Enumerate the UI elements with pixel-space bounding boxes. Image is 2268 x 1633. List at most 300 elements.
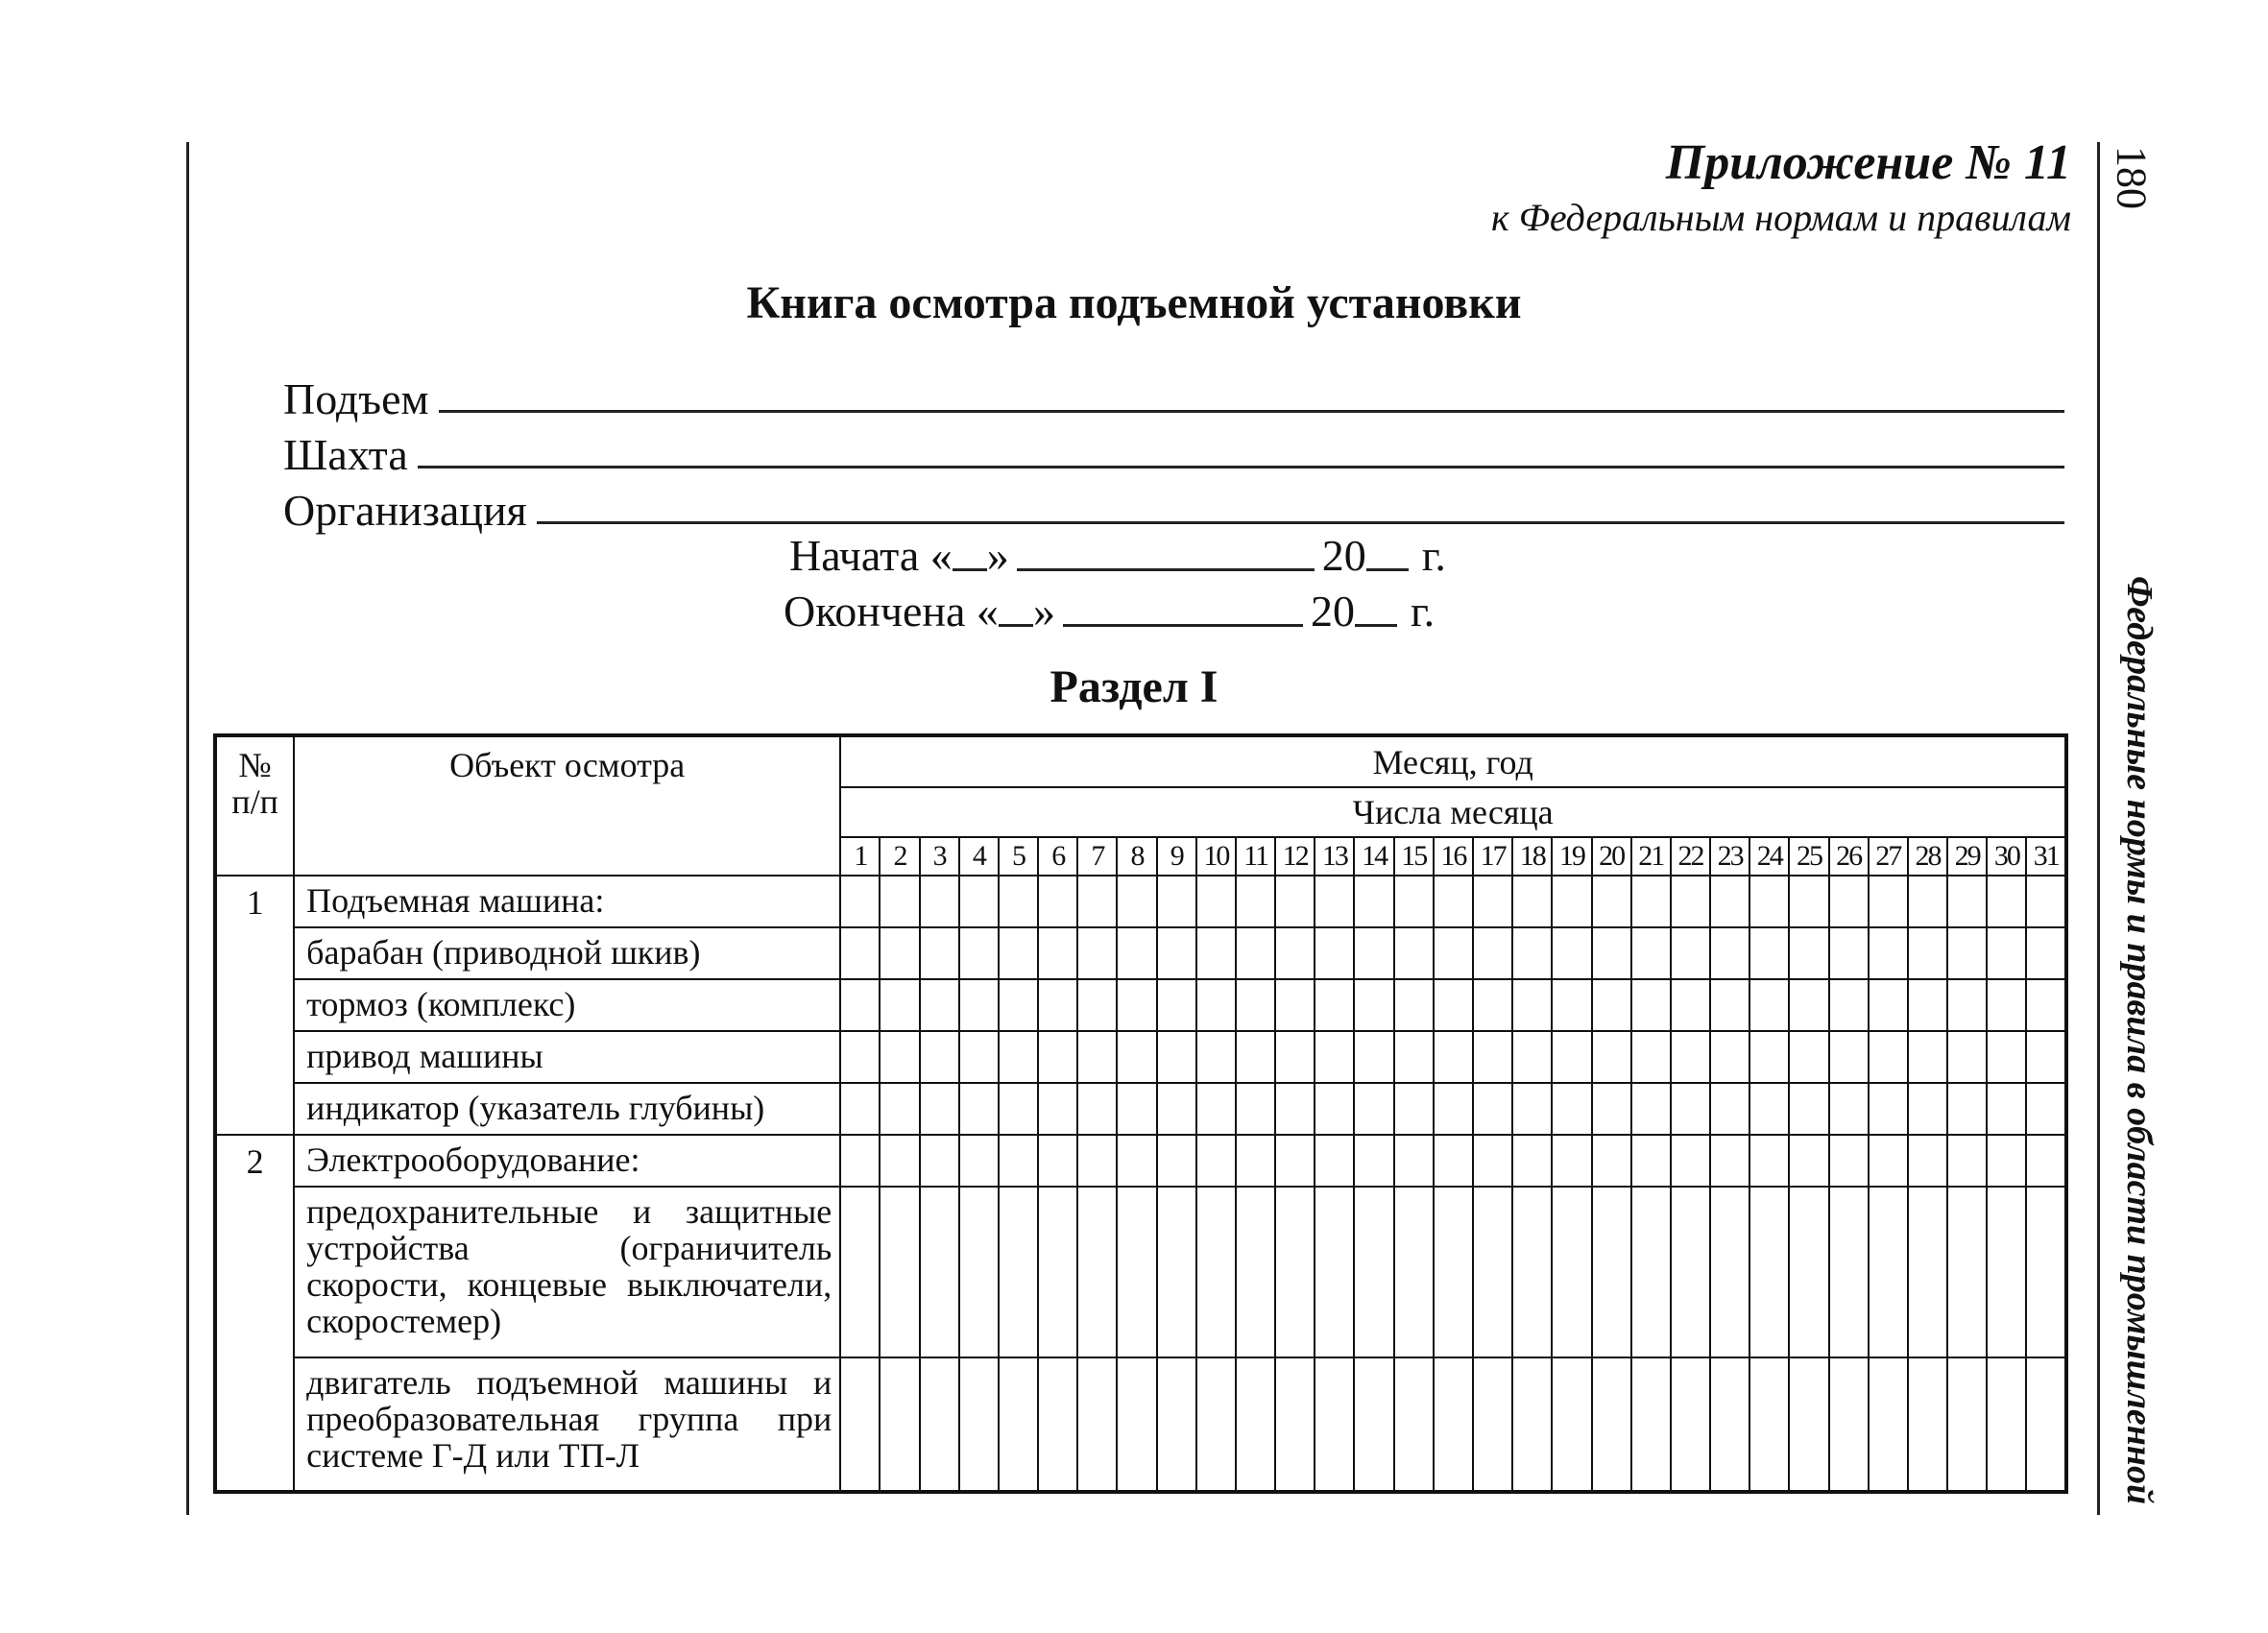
day-entry-cell[interactable] (1987, 1135, 2026, 1187)
day-entry-cell[interactable] (1631, 1187, 1671, 1357)
day-entry-cell[interactable] (1354, 1031, 1393, 1083)
day-entry-cell[interactable] (1869, 1031, 1908, 1083)
day-entry-cell[interactable] (1552, 1187, 1591, 1357)
object-cell: Подъемная машина: (294, 876, 840, 927)
day-entry-cell[interactable] (1117, 1031, 1156, 1083)
day-entry-cell[interactable] (1394, 1135, 1434, 1187)
day-entry-cell[interactable] (1908, 979, 1947, 1031)
day-entry-cell[interactable] (1789, 979, 1828, 1031)
day-entry-cell[interactable] (1947, 927, 1987, 979)
day-entry-cell[interactable] (1077, 1031, 1117, 1083)
day-entry-cell[interactable] (1789, 876, 1828, 927)
day-number-20: 20 (1592, 837, 1631, 876)
day-entry-cell[interactable] (1869, 1135, 1908, 1187)
day-entry-cell[interactable] (1038, 1357, 1077, 1492)
day-entry-cell[interactable] (1157, 1187, 1196, 1357)
day-entry-cell[interactable] (1038, 876, 1077, 927)
day-entry-cell[interactable] (1394, 1187, 1434, 1357)
day-entry-cell[interactable] (959, 1083, 999, 1135)
day-number-24: 24 (1749, 837, 1789, 876)
day-entry-cell[interactable] (1315, 1357, 1354, 1492)
day-entry-cell[interactable] (1038, 979, 1077, 1031)
day-entry-cell[interactable] (1908, 876, 1947, 927)
day-entry-cell[interactable] (1908, 1031, 1947, 1083)
day-entry-cell[interactable] (1275, 876, 1315, 927)
day-entry-cell[interactable] (1275, 1083, 1315, 1135)
day-entry-cell[interactable] (1236, 1357, 1275, 1492)
day-entry-cell[interactable] (2026, 1083, 2066, 1135)
day-entry-cell[interactable] (1749, 1187, 1789, 1357)
day-entry-cell[interactable] (1789, 1187, 1828, 1357)
day-entry-cell[interactable] (880, 1187, 919, 1357)
organization-blank[interactable] (537, 521, 2064, 524)
day-entry-cell[interactable] (1275, 1031, 1315, 1083)
day-number-16: 16 (1434, 837, 1473, 876)
object-cell: двигатель подъемной машины и преобразовательная группа при системе Г-Д или ТП-Л (294, 1357, 840, 1492)
day-entry-cell[interactable] (1947, 1357, 1987, 1492)
day-entry-cell[interactable] (1196, 927, 1236, 979)
day-entry-cell[interactable] (1908, 1187, 1947, 1357)
day-entry-cell[interactable] (840, 1083, 880, 1135)
day-entry-cell[interactable] (920, 1357, 959, 1492)
day-entry-cell[interactable] (999, 1031, 1038, 1083)
day-entry-cell[interactable] (1394, 1031, 1434, 1083)
day-entry-cell[interactable] (1908, 1083, 1947, 1135)
day-entry-cell[interactable] (880, 979, 919, 1031)
table-row (215, 1135, 2066, 1187)
day-entry-cell[interactable] (1473, 979, 1512, 1031)
lift-field (283, 367, 2064, 424)
day-entry-cell[interactable] (880, 1135, 919, 1187)
day-entry-cell[interactable] (1077, 1083, 1117, 1135)
day-entry-cell[interactable] (1157, 1357, 1196, 1492)
day-entry-cell[interactable] (1077, 1187, 1117, 1357)
day-entry-cell[interactable] (1829, 1357, 1869, 1492)
day-entry-cell[interactable] (1512, 927, 1552, 979)
day-entry-cell[interactable] (2026, 1187, 2066, 1357)
day-entry-cell[interactable] (1236, 927, 1275, 979)
day-entry-cell[interactable] (1552, 1357, 1591, 1492)
day-entry-cell[interactable] (1710, 1031, 1749, 1083)
day-entry-cell[interactable] (1789, 1357, 1828, 1492)
day-entry-cell[interactable] (1552, 876, 1591, 927)
day-entry-cell[interactable] (1157, 1135, 1196, 1187)
started-month-blank[interactable] (1017, 568, 1315, 571)
day-entry-cell[interactable] (1908, 927, 1947, 979)
day-entry-cell[interactable] (1987, 1357, 2026, 1492)
day-entry-cell[interactable] (1869, 979, 1908, 1031)
day-entry-cell[interactable] (1473, 1083, 1512, 1135)
day-entry-cell[interactable] (1947, 1135, 1987, 1187)
day-entry-cell[interactable] (1631, 1031, 1671, 1083)
day-entry-cell[interactable] (1947, 1031, 1987, 1083)
day-entry-cell[interactable] (1710, 876, 1749, 927)
mine-label: Шахта (283, 430, 408, 479)
started-year-prefix: 20 (1321, 531, 1366, 580)
day-entry-cell[interactable] (1512, 979, 1552, 1031)
day-entry-cell[interactable] (1038, 1187, 1077, 1357)
day-entry-cell[interactable] (1275, 1187, 1315, 1357)
day-entry-cell[interactable] (1631, 927, 1671, 979)
day-entry-cell[interactable] (1592, 1357, 1631, 1492)
day-entry-cell[interactable] (1512, 876, 1552, 927)
day-entry-cell[interactable] (1749, 1083, 1789, 1135)
day-entry-cell[interactable] (959, 927, 999, 979)
day-entry-cell[interactable] (1671, 1031, 1710, 1083)
day-number-3: 3 (920, 837, 959, 876)
lift-label: Подъем (283, 374, 429, 423)
day-entry-cell[interactable] (840, 1031, 880, 1083)
day-entry-cell[interactable] (1315, 1083, 1354, 1135)
day-entry-cell[interactable] (1394, 876, 1434, 927)
day-entry-cell[interactable] (1987, 979, 2026, 1031)
day-entry-cell[interactable] (1117, 979, 1156, 1031)
day-entry-cell[interactable] (1512, 1031, 1552, 1083)
day-entry-cell[interactable] (1947, 876, 1987, 927)
day-entry-cell[interactable] (1394, 927, 1434, 979)
day-entry-cell[interactable] (959, 876, 999, 927)
object-cell: индикатор (указатель глубины) (294, 1083, 840, 1135)
day-entry-cell[interactable] (1710, 1187, 1749, 1357)
day-entry-cell[interactable] (1275, 927, 1315, 979)
day-entry-cell[interactable] (1157, 1083, 1196, 1135)
day-entry-cell[interactable] (1196, 1187, 1236, 1357)
day-entry-cell[interactable] (1631, 1083, 1671, 1135)
day-entry-cell[interactable] (1473, 1135, 1512, 1187)
table-row (215, 1031, 2066, 1083)
day-entry-cell[interactable] (2026, 927, 2066, 979)
finished-suffix: » (1032, 587, 1055, 636)
table-row (215, 979, 2066, 1031)
inspection-table (213, 733, 2068, 1494)
day-number-15: 15 (1394, 837, 1434, 876)
day-entry-cell[interactable] (1829, 1187, 1869, 1357)
day-entry-cell[interactable] (1038, 1135, 1077, 1187)
day-entry-cell[interactable] (920, 927, 959, 979)
day-entry-cell[interactable] (2026, 876, 2066, 927)
day-entry-cell[interactable] (1077, 927, 1117, 979)
day-entry-cell[interactable] (920, 876, 959, 927)
day-entry-cell[interactable] (1077, 979, 1117, 1031)
day-entry-cell[interactable] (840, 1187, 880, 1357)
day-entry-cell[interactable] (1196, 979, 1236, 1031)
day-entry-cell[interactable] (959, 1357, 999, 1492)
day-entry-cell[interactable] (1315, 1187, 1354, 1357)
day-entry-cell[interactable] (1473, 1187, 1512, 1357)
day-entry-cell[interactable] (1434, 1135, 1473, 1187)
day-entry-cell[interactable] (1987, 1187, 2026, 1357)
day-entry-cell[interactable] (1434, 876, 1473, 927)
day-entry-cell[interactable] (1710, 1357, 1749, 1492)
day-entry-cell[interactable] (1236, 1135, 1275, 1187)
day-entry-cell[interactable] (1829, 1083, 1869, 1135)
appendix-subtitle: к Федеральным нормам и правилам (1491, 196, 2071, 239)
day-entry-cell[interactable] (1592, 1083, 1631, 1135)
day-entry-cell[interactable] (959, 1031, 999, 1083)
day-entry-cell[interactable] (1789, 927, 1828, 979)
day-entry-cell[interactable] (1236, 979, 1275, 1031)
finished-month-blank[interactable] (1063, 624, 1303, 627)
day-entry-cell[interactable] (1947, 979, 1987, 1031)
day-entry-cell[interactable] (1829, 927, 1869, 979)
day-entry-cell[interactable] (1196, 876, 1236, 927)
document-title: Книга осмотра подъемной установки (746, 277, 1522, 328)
day-entry-cell[interactable] (1987, 876, 2026, 927)
day-number-29: 29 (1947, 837, 1987, 876)
day-entry-cell[interactable] (1829, 979, 1869, 1031)
finished-prefix: Окончена « (784, 587, 999, 636)
day-entry-cell[interactable] (2026, 1031, 2066, 1083)
started-prefix: Начата « (789, 531, 953, 580)
day-entry-cell[interactable] (840, 876, 880, 927)
day-entry-cell[interactable] (1275, 1357, 1315, 1492)
day-entry-cell[interactable] (1671, 979, 1710, 1031)
day-number-18: 18 (1512, 837, 1552, 876)
day-entry-cell[interactable] (1354, 979, 1393, 1031)
day-entry-cell[interactable] (1512, 1083, 1552, 1135)
mine-blank[interactable] (418, 466, 2064, 468)
day-entry-cell[interactable] (999, 876, 1038, 927)
day-entry-cell[interactable] (1869, 1187, 1908, 1357)
day-entry-cell[interactable] (1987, 1031, 2026, 1083)
day-entry-cell[interactable] (1394, 1083, 1434, 1135)
day-entry-cell[interactable] (1869, 876, 1908, 927)
day-entry-cell[interactable] (1236, 1187, 1275, 1357)
day-entry-cell[interactable] (1434, 1187, 1473, 1357)
day-entry-cell[interactable] (999, 1083, 1038, 1135)
day-number-31: 31 (2026, 837, 2066, 876)
day-entry-cell[interactable] (1157, 979, 1196, 1031)
day-entry-cell[interactable] (1315, 979, 1354, 1031)
day-entry-cell[interactable] (880, 927, 919, 979)
day-entry-cell[interactable] (1552, 979, 1591, 1031)
day-entry-cell[interactable] (1789, 1135, 1828, 1187)
day-entry-cell[interactable] (1512, 1187, 1552, 1357)
day-entry-cell[interactable] (1196, 1357, 1236, 1492)
day-entry-cell[interactable] (1829, 876, 1869, 927)
object-cell: предохранительные и защитные устройства (ограничитель скорости, концевые выключатели, скоростемер) (294, 1187, 840, 1357)
day-entry-cell[interactable] (840, 927, 880, 979)
day-entry-cell[interactable] (1749, 1135, 1789, 1187)
day-entry-cell[interactable] (1987, 927, 2026, 979)
day-entry-cell[interactable] (1592, 876, 1631, 927)
day-entry-cell[interactable] (1434, 927, 1473, 979)
day-entry-cell[interactable] (1157, 876, 1196, 927)
day-entry-cell[interactable] (1552, 927, 1591, 979)
day-entry-cell[interactable] (880, 1083, 919, 1135)
day-entry-cell[interactable] (1869, 1357, 1908, 1492)
day-entry-cell[interactable] (1434, 1357, 1473, 1492)
day-entry-cell[interactable] (1077, 876, 1117, 927)
finished-day-blank[interactable] (999, 624, 1033, 627)
day-entry-cell[interactable] (1671, 927, 1710, 979)
started-year-blank[interactable] (1366, 568, 1409, 571)
day-entry-cell[interactable] (920, 1083, 959, 1135)
finished-year-blank[interactable] (1355, 624, 1397, 627)
day-entry-cell[interactable] (1394, 1357, 1434, 1492)
day-entry-cell[interactable] (1275, 979, 1315, 1031)
header-number-line2: п/п (231, 782, 278, 821)
day-number-12: 12 (1275, 837, 1315, 876)
day-entry-cell[interactable] (1869, 927, 1908, 979)
day-entry-cell[interactable] (1552, 1083, 1591, 1135)
day-entry-cell[interactable] (1117, 1083, 1156, 1135)
day-entry-cell[interactable] (999, 1135, 1038, 1187)
day-entry-cell[interactable] (1987, 1083, 2026, 1135)
day-entry-cell[interactable] (1354, 1357, 1393, 1492)
day-entry-cell[interactable] (1552, 1135, 1591, 1187)
day-entry-cell[interactable] (840, 1357, 880, 1492)
day-entry-cell[interactable] (1473, 1031, 1512, 1083)
day-entry-cell[interactable] (1592, 979, 1631, 1031)
day-entry-cell[interactable] (1117, 876, 1156, 927)
day-entry-cell[interactable] (1908, 1135, 1947, 1187)
day-entry-cell[interactable] (920, 1031, 959, 1083)
table-row (215, 1083, 2066, 1135)
day-entry-cell[interactable] (2026, 1135, 2066, 1187)
day-entry-cell[interactable] (1315, 1135, 1354, 1187)
header-number-cell (215, 735, 294, 876)
day-entry-cell[interactable] (1117, 1187, 1156, 1357)
day-entry-cell[interactable] (2026, 979, 2066, 1031)
day-entry-cell[interactable] (1434, 1083, 1473, 1135)
day-entry-cell[interactable] (920, 979, 959, 1031)
day-entry-cell[interactable] (1473, 1357, 1512, 1492)
day-entry-cell[interactable] (1315, 927, 1354, 979)
day-entry-cell[interactable] (959, 1135, 999, 1187)
day-entry-cell[interactable] (1829, 1031, 1869, 1083)
day-entry-cell[interactable] (1631, 1357, 1671, 1492)
day-entry-cell[interactable] (1749, 876, 1789, 927)
day-entry-cell[interactable] (1512, 1135, 1552, 1187)
day-entry-cell[interactable] (1671, 1357, 1710, 1492)
day-entry-cell[interactable] (1631, 1135, 1671, 1187)
day-entry-cell[interactable] (1908, 1357, 1947, 1492)
started-suffix: » (986, 531, 1009, 580)
day-entry-cell[interactable] (1196, 1135, 1236, 1187)
day-entry-cell[interactable] (959, 979, 999, 1031)
day-entry-cell[interactable] (1829, 1135, 1869, 1187)
day-number-1: 1 (840, 837, 880, 876)
day-entry-cell[interactable] (999, 927, 1038, 979)
day-entry-cell[interactable] (1354, 876, 1393, 927)
day-entry-cell[interactable] (1117, 1135, 1156, 1187)
day-entry-cell[interactable] (1749, 1031, 1789, 1083)
day-entry-cell[interactable] (1947, 1083, 1987, 1135)
day-number-19: 19 (1552, 837, 1591, 876)
day-entry-cell[interactable] (1354, 1135, 1393, 1187)
day-entry-cell[interactable] (840, 979, 880, 1031)
day-entry-cell[interactable] (1236, 1031, 1275, 1083)
day-entry-cell[interactable] (959, 1187, 999, 1357)
day-entry-cell[interactable] (1512, 1357, 1552, 1492)
day-entry-cell[interactable] (999, 979, 1038, 1031)
day-entry-cell[interactable] (1038, 927, 1077, 979)
day-number-5: 5 (999, 837, 1038, 876)
day-entry-cell[interactable] (1789, 1083, 1828, 1135)
day-entry-cell[interactable] (920, 1187, 959, 1357)
day-entry-cell[interactable] (1038, 1083, 1077, 1135)
day-entry-cell[interactable] (1038, 1031, 1077, 1083)
day-entry-cell[interactable] (1749, 979, 1789, 1031)
organization-field (283, 478, 2064, 536)
day-entry-cell[interactable] (1157, 927, 1196, 979)
day-entry-cell[interactable] (1077, 1135, 1117, 1187)
finished-year-prefix: 20 (1310, 587, 1355, 636)
day-entry-cell[interactable] (1354, 927, 1393, 979)
day-entry-cell[interactable] (1434, 979, 1473, 1031)
organization-label: Организация (283, 486, 527, 535)
day-entry-cell[interactable] (1710, 979, 1749, 1031)
day-entry-cell[interactable] (1789, 1031, 1828, 1083)
day-entry-cell[interactable] (999, 1357, 1038, 1492)
day-number-7: 7 (1077, 837, 1117, 876)
day-entry-cell[interactable] (1117, 1357, 1156, 1492)
day-entry-cell[interactable] (1117, 927, 1156, 979)
day-entry-cell[interactable] (1236, 1083, 1275, 1135)
day-entry-cell[interactable] (880, 1357, 919, 1492)
day-entry-cell[interactable] (880, 1031, 919, 1083)
day-entry-cell[interactable] (840, 1135, 880, 1187)
started-day-blank[interactable] (953, 568, 987, 571)
day-entry-cell[interactable] (1315, 1031, 1354, 1083)
day-entry-cell[interactable] (1592, 1031, 1631, 1083)
day-entry-cell[interactable] (1869, 1083, 1908, 1135)
day-entry-cell[interactable] (1473, 876, 1512, 927)
day-entry-cell[interactable] (1671, 1083, 1710, 1135)
day-entry-cell[interactable] (1552, 1031, 1591, 1083)
day-entry-cell[interactable] (1236, 876, 1275, 927)
day-entry-cell[interactable] (1671, 1135, 1710, 1187)
day-entry-cell[interactable] (1354, 1083, 1393, 1135)
day-entry-cell[interactable] (1749, 927, 1789, 979)
day-entry-cell[interactable] (1354, 1187, 1393, 1357)
day-entry-cell[interactable] (1077, 1357, 1117, 1492)
day-entry-cell[interactable] (880, 876, 919, 927)
day-entry-cell[interactable] (1592, 1135, 1631, 1187)
day-entry-cell[interactable] (920, 1135, 959, 1187)
day-entry-cell[interactable] (1749, 1357, 1789, 1492)
day-number-17: 17 (1473, 837, 1512, 876)
day-entry-cell[interactable] (1394, 979, 1434, 1031)
day-entry-cell[interactable] (1157, 1031, 1196, 1083)
day-entry-cell[interactable] (1592, 1187, 1631, 1357)
day-number-13: 13 (1315, 837, 1354, 876)
day-entry-cell[interactable] (1315, 876, 1354, 927)
header-month-year-cell: Месяц, год (840, 735, 2066, 787)
day-entry-cell[interactable] (1947, 1187, 1987, 1357)
day-entry-cell[interactable] (1473, 927, 1512, 979)
day-entry-cell[interactable] (1196, 1083, 1236, 1135)
day-entry-cell[interactable] (1592, 927, 1631, 979)
day-entry-cell[interactable] (2026, 1357, 2066, 1492)
lift-blank[interactable] (439, 410, 2064, 413)
day-entry-cell[interactable] (1631, 979, 1671, 1031)
day-number-28: 28 (1908, 837, 1947, 876)
day-entry-cell[interactable] (1710, 927, 1749, 979)
day-entry-cell[interactable] (1710, 1135, 1749, 1187)
table-row (215, 927, 2066, 979)
day-entry-cell[interactable] (1275, 1135, 1315, 1187)
day-entry-cell[interactable] (1434, 1031, 1473, 1083)
day-entry-cell[interactable] (1671, 876, 1710, 927)
day-entry-cell[interactable] (1671, 1187, 1710, 1357)
day-entry-cell[interactable] (1631, 876, 1671, 927)
day-entry-cell[interactable] (1196, 1031, 1236, 1083)
day-entry-cell[interactable] (999, 1187, 1038, 1357)
day-entry-cell[interactable] (1710, 1083, 1749, 1135)
day-number-9: 9 (1157, 837, 1196, 876)
